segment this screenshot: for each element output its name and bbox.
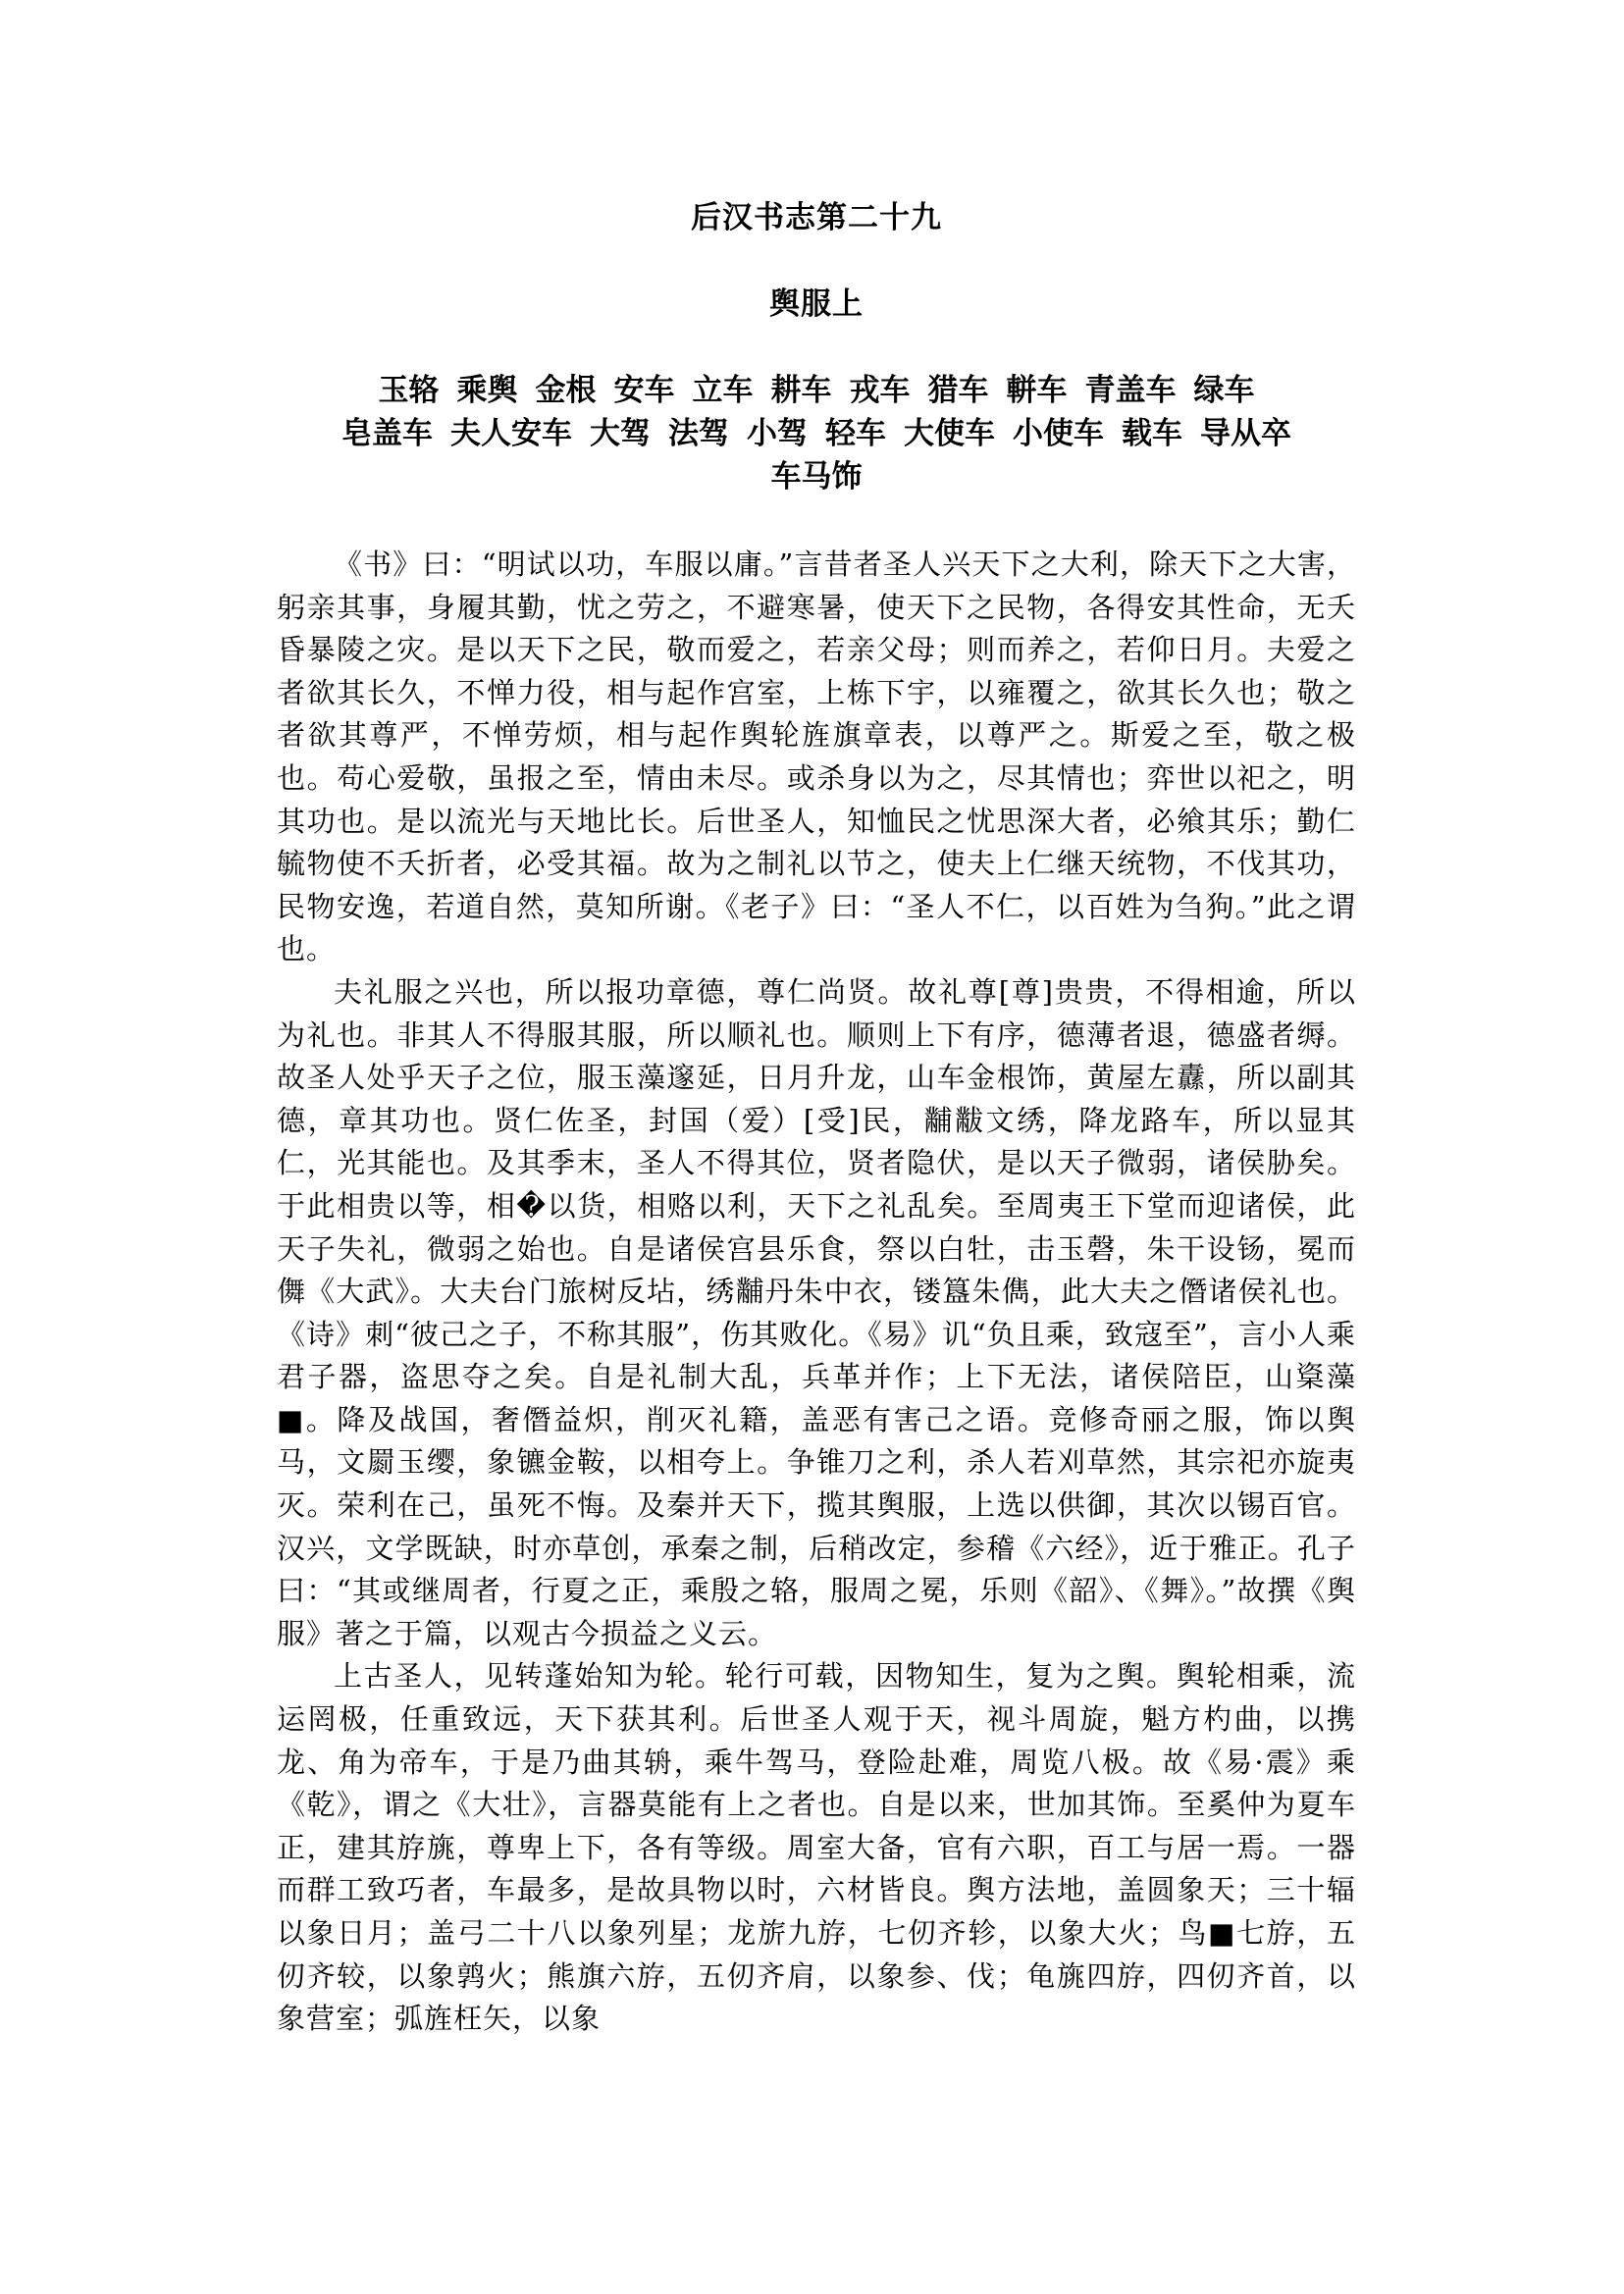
toc-item: 玉辂	[378, 373, 440, 408]
toc-item: 绿车	[1193, 373, 1255, 408]
table-of-contents	[277, 369, 1356, 498]
toc-item: 轻车	[825, 416, 886, 451]
toc-item: 乘舆	[456, 373, 518, 408]
toc-line	[277, 455, 1356, 498]
toc-item: 夫人安车	[450, 416, 572, 451]
document-page	[277, 196, 1356, 2041]
toc-item: 金根	[535, 373, 597, 408]
body-paragraph: 《书》曰：“明试以功，车服以庸。”言昔者圣人兴天下之大利，除天下之大害，躬亲其事，身履其勤，忧之劳之，不避寒暑，使天下之民物，各得安其性命，无夭昏暴陵之灾。是以天下之民，敬而爱之，若亲父母；则而养之，若仰日月。夫爱之者欲其长久，不惮力役，相与起作宫室，上栋下宇，以雍覆之，欲其长久也；敬之者欲其尊严，不惮劳烦，相与起作舆轮旌旗章表，以尊严之。斯爱之至，敬之极也。苟心爱敬，虽报之至，情由未尽。或杀身以为之，尽其情也；弈世以祀之，明其功也。是以流光与天地比长。后世圣人，知恤民之忧思深大者，必飨其乐；勤仁毓物使不夭折者，必受其福。故为之制礼以节之，使夫上仁继天统物，不伐其功，民物安逸，若道自然，莫知所谢。《老子》曰：“圣人不仁，以百姓为刍狗。”此之谓也。	[277, 547, 1356, 966]
body-paragraph: 夫礼服之兴也，所以报功章德，尊仁尚贤。故礼尊[尊]贵贵，不得相逾，所以为礼也。非其人不得服其服，所以顺礼也。顺则上下有序，德薄者退，德盛者缛。故圣人处乎天子之位，服玉藻邃延，日月升龙，山车金根饰，黄屋左纛，所以副其德，章其功也。贤仁佐圣，封国（爱）[受]民，黼黻文绣，降龙路车，所以显其仁，光其能也。及其季末，圣人不得其位，贤者隐伏，是以天子微弱，诸侯胁矣。于此相贵以等，相�以货，相赂以利，天下之礼乱矣。至周夷王下堂而迎诸侯，此天子失礼，微弱之始也。自是诸侯宫县乐食，祭以白牡，击玉磬，朱干设钖，冕而儛《大武》。大夫台门旅树反坫，绣黼丹朱中衣，镂簋朱儁，此大夫之僭诸侯礼也。《诗》刺“彼己之子，不称其服”，伤其败化。《易》讥“负且乘，致寇至”，言小人乘君子器，盗思夺之矣。自是礼制大乱，兵革并作；上下无法，诸侯陪臣，山楶藻■。降及战国，奢僭益炽，削灭礼籍，盖恶有害己之语。竞修奇丽之服，饰以舆马，文罽玉缨，象镳金鞍，以相夸上。争锥刀之利，杀人若刈草然，其宗祀亦旋夷灭。荣利在己，虽死不悔。及秦并天下，揽其舆服，上选以供御，其次以锡百官。汉兴，文学既缺，时亦草创，承秦之制，后稍改定，参稽《六经》，近于雅正。孔子曰：“其或继周者，行夏之正，乘殷之辂，服周之冕，乐则《韶》、《舞》。”故撰《舆服》著之于篇，以观古今损益之义云。	[277, 974, 1356, 1650]
toc-item: 小驾	[747, 416, 808, 451]
section-subtitle: 舆服上	[769, 287, 864, 322]
toc-item: 立车	[692, 373, 754, 408]
toc-item: 法驾	[668, 416, 729, 451]
toc-line	[277, 369, 1356, 412]
toc-item: 皂盖车	[341, 416, 433, 451]
toc-item: 车马饰	[770, 459, 863, 495]
toc-item: 小使车	[1013, 416, 1104, 451]
toc-item: 耕车	[770, 373, 832, 408]
page-title: 后汉书志第二十九	[691, 200, 942, 235]
toc-item: 青盖车	[1084, 373, 1177, 408]
toc-line	[277, 412, 1356, 455]
toc-item: 安车	[613, 373, 675, 408]
toc-item: 导从卒	[1200, 416, 1291, 451]
toc-item: 戎车	[849, 373, 911, 408]
body-paragraph: 上古圣人，见转蓬始知为轮。轮行可载，因物知生，复为之舆。舆轮相乘，流运罔极，任重致远，天下获其利。后世圣人观于天，视斗周旋，魁方杓曲，以携龙、角为帝车，于是乃曲其辀，乘牛驾马，登险赴难，周览八极。故《易·震》乘《乾》，谓之《大壮》，言器莫能有上之者也。自是以来，世加其饰。至奚仲为夏车正，建其斿旐，尊卑上下，各有等级。周室大备，官有六职，百工与居一焉。一器而群工致巧者，车最多，是故具物以时，六材皆良。舆方法地，盖圆象天；三十辐以象日月；盖弓二十八以象列星；龙旂九斿，七仞齐轸，以象大火；鸟■七斿，五仞齐较，以象鹑火；熊旗六斿，五仞齐肩，以象参、伐；龟旐四斿，四仞齐首，以象营室；弧旌枉矢，以象	[277, 1659, 1356, 2036]
toc-item: 大使车	[904, 416, 995, 451]
toc-item: 大驾	[590, 416, 651, 451]
toc-item: 猎车	[927, 373, 989, 408]
toc-item: 軿车	[1006, 373, 1068, 408]
toc-item: 载车	[1122, 416, 1182, 451]
